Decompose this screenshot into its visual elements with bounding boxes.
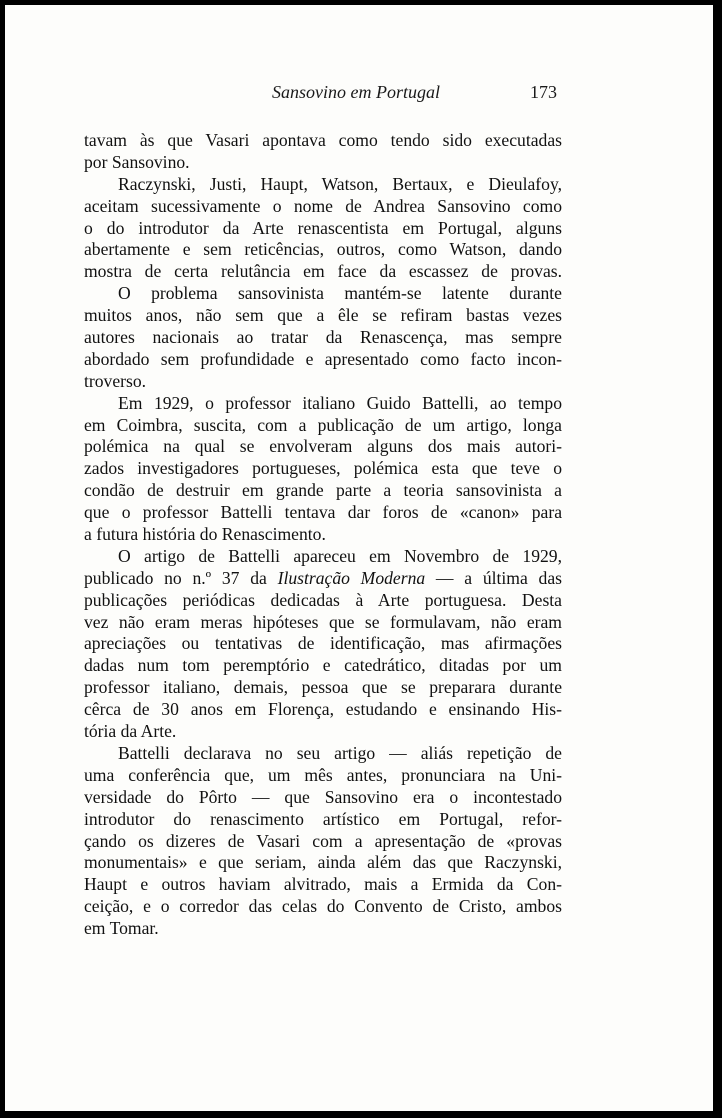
text-line: apreciações ou tentativas de identificação, mas afirmações [84,633,562,654]
text-line: o do introdutor da Arte renascentista em Portugal, alguns [84,217,562,238]
text-line: versidade do Pôrto — que Sansovino era o incontestado [84,786,562,807]
text-line: ceição, e o corredor das celas do Convento de Cristo, ambos [84,896,562,917]
text-line: condão de destruir em grande parte a teoria sansovinista a [84,480,562,501]
text-line: Battelli declarava no seu artigo — aliás repetição de [118,742,562,763]
journal-title: Ilustração Moderna [277,567,426,588]
text-line: por Sansovino. [84,151,190,172]
text-line: muitos anos, não sem que a êle se refiram bastas vezes [84,305,562,326]
text-line: O artigo de Battelli apareceu em Novembro de 1929, [118,545,562,566]
text-line [84,568,562,590]
text-line: O problema sansovinista mantém-se latente durante [118,283,562,304]
text-line: Haupt e outros haviam alvitrado, mais a Ermida da Con- [84,874,562,895]
text-line: dadas num tom peremptório e catedrático, ditadas por um [84,655,562,676]
text-line: aceitam sucessivamente o nome de Andrea Sansovino como [84,195,562,216]
text-line: troverso. [84,370,147,391]
text-line: Raczynski, Justi, Haupt, Watson, Bertaux, e Dieulafoy, [118,173,562,194]
text-line: introdutor do renascimento artístico em Portugal, refor- [84,808,562,829]
text-line: tória da Arte. [84,721,177,742]
text-line: cêrca de 30 anos em Florença, estudando e ensinando His- [84,699,562,720]
text-line: mostra de certa relutância em face da escassez de provas. [84,261,562,282]
running-title: Sansovino em Portugal [272,82,440,102]
text-fragment: publicado no n.º 37 da [84,567,278,588]
text-line: autores nacionais ao tratar da Renascença, mas sempre [84,327,562,348]
text-line: publicações periódicas dedicadas à Arte portuguesa. Desta [84,589,562,610]
text-line: uma conferência que, um mês antes, pronunciara na Uni- [84,764,562,785]
text-line: çando os dizeres de Vasari com a apresentação de «provas [84,830,562,851]
text-line: monumentais» e que seriam, ainda além das que Raczynski, [84,852,562,873]
text-line: zados investigadores portugueses, polémica esta que teve o [84,458,562,479]
body-text [84,130,562,940]
text-line: tavam às que Vasari apontava como tendo sido executadas [84,130,562,150]
text-line: abordado sem profundidade e apresentado como facto incon- [84,348,562,369]
text-line: professor italiano, demais, pessoa que se preparara durante [84,677,562,698]
text-line: Em 1929, o professor italiano Guido Battelli, ao tempo [118,392,562,413]
text-line: abertamente e sem reticências, outros, como Watson, dando [84,239,562,260]
page-number: 173 [530,82,557,102]
text-line: em Tomar. [84,918,159,939]
text-line: que o professor Battelli tentava dar foros de «canon» para [84,502,562,523]
text-line: vez não eram meras hipóteses que se formulavam, não eram [84,611,562,632]
text-line: em Coimbra, suscita, com a publicação de um artigo, longa [84,414,562,435]
text-fragment: — a última das [425,567,562,588]
text-line: a futura história do Renascimento. [84,524,326,545]
text-line: polémica na qual se envolveram alguns dos mais autori- [84,436,562,457]
